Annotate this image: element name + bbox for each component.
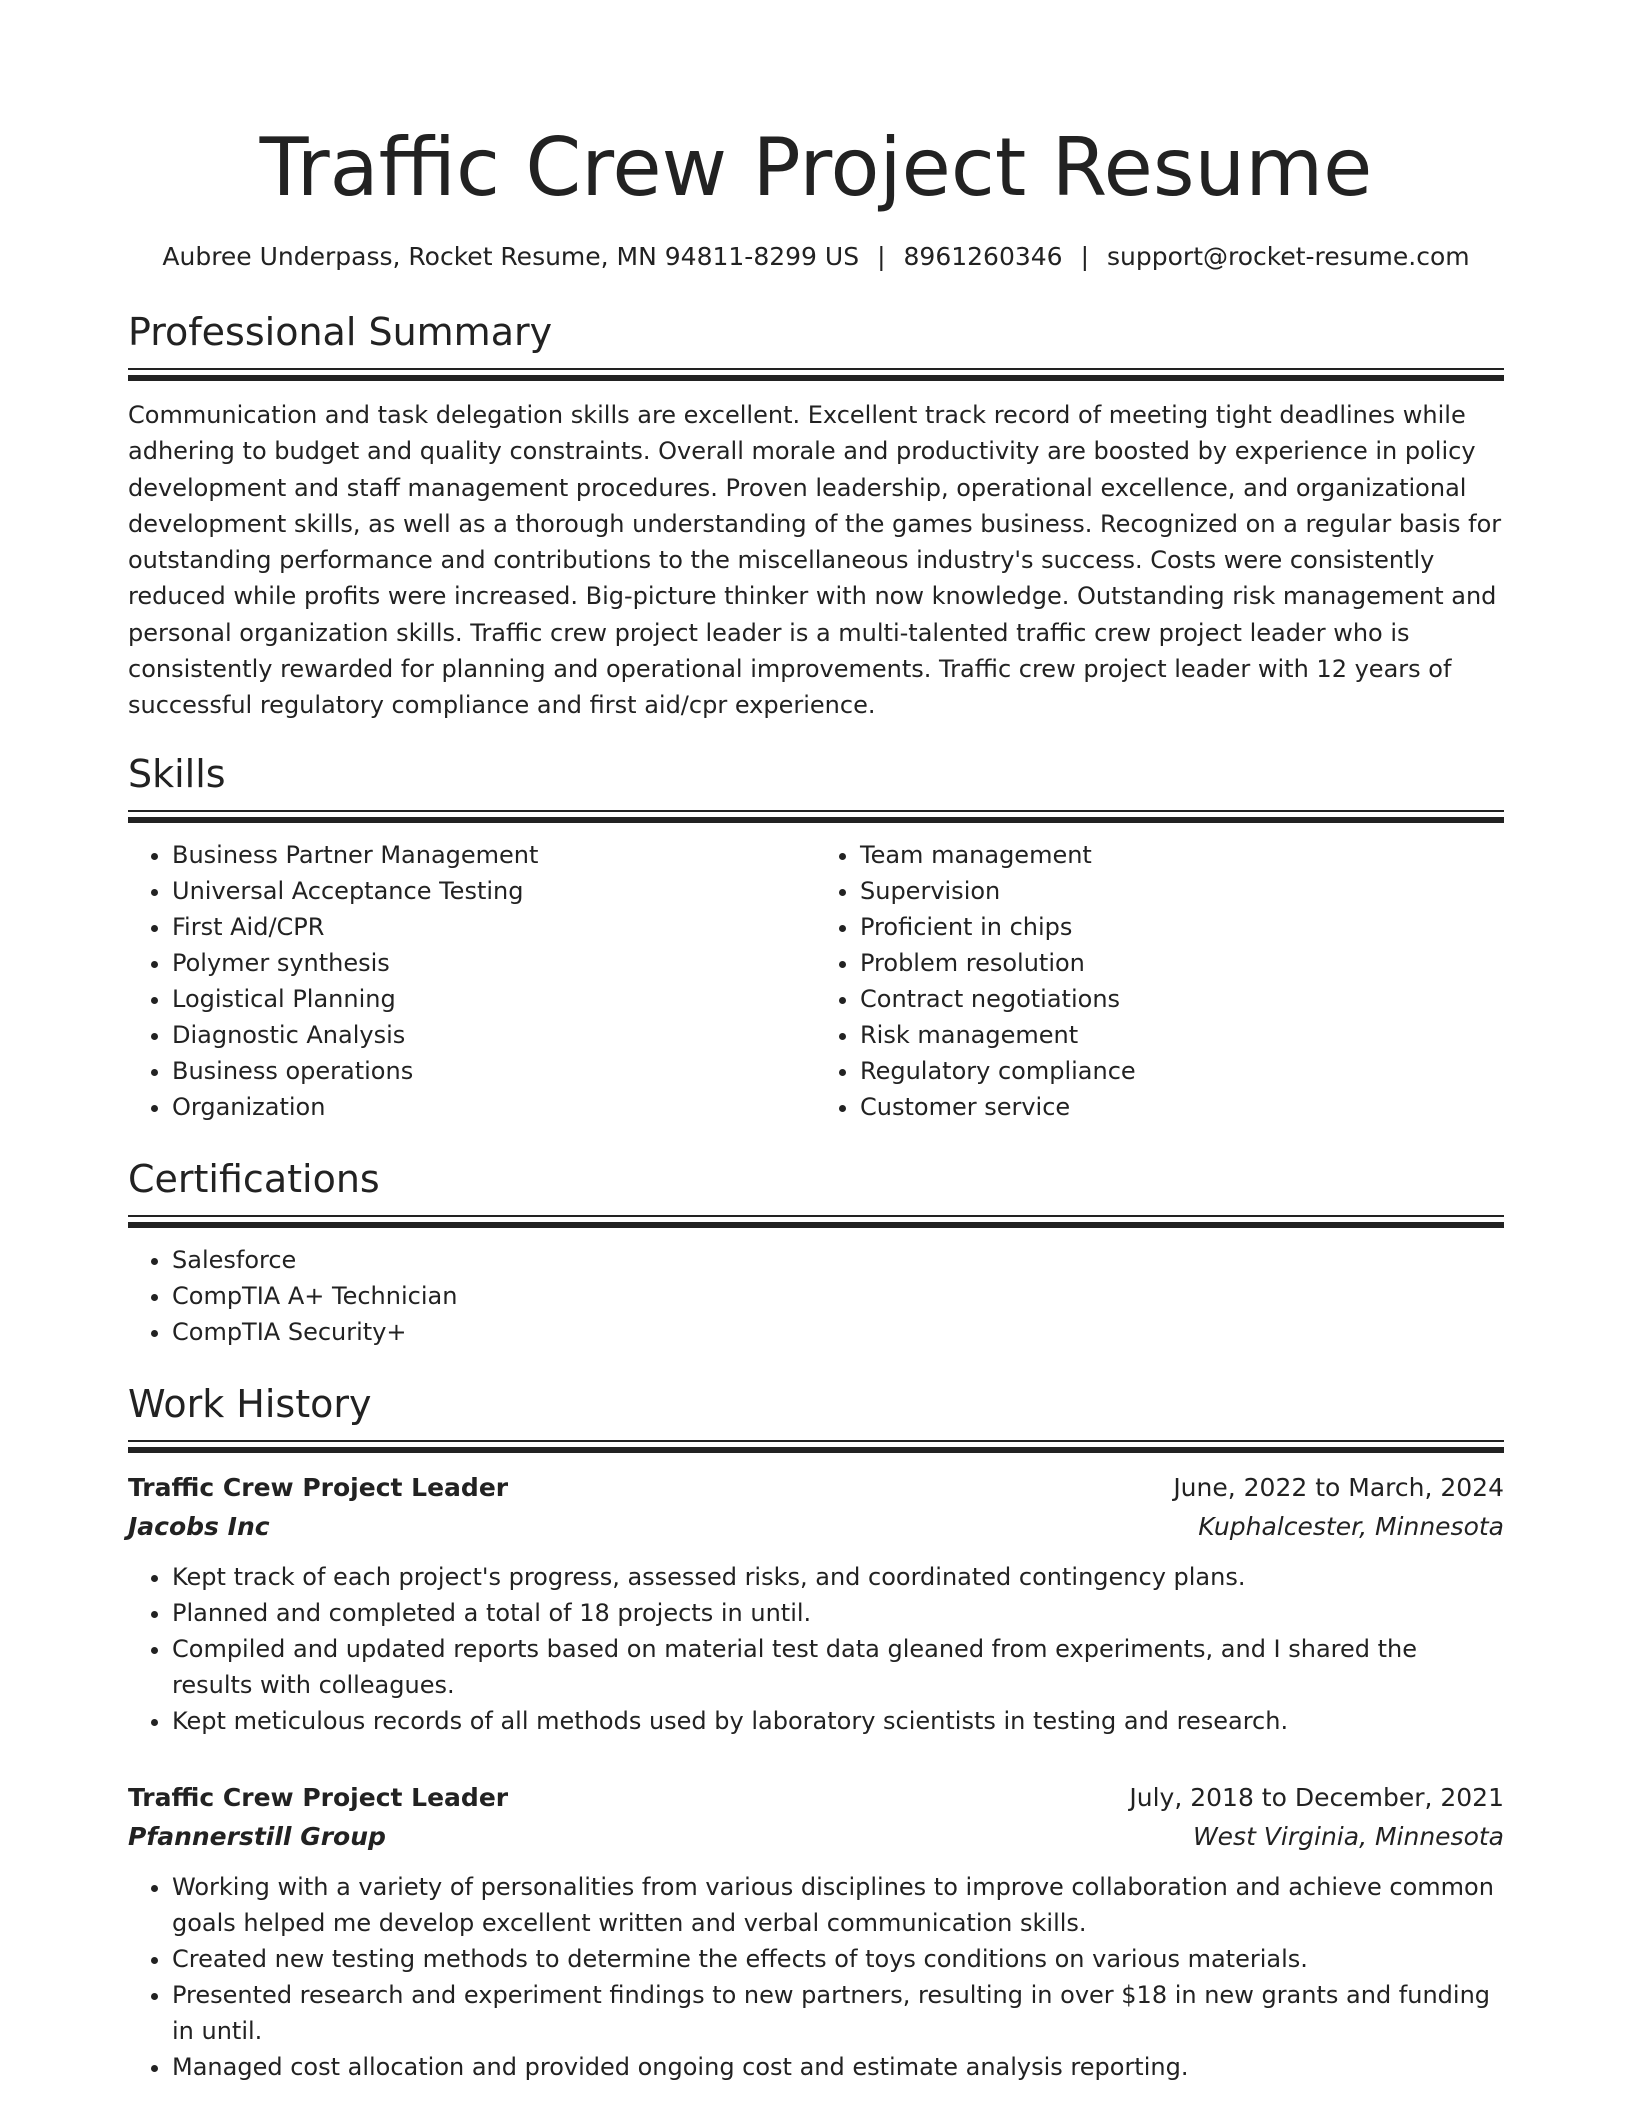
skills-right-column bbox=[816, 837, 1504, 1125]
section-divider bbox=[128, 1215, 1504, 1217]
certifications-section-header bbox=[128, 1155, 1504, 1228]
job-title: Traffic Crew Project Leader bbox=[128, 1782, 509, 1812]
work-history-section-header bbox=[128, 1380, 1504, 1453]
skill-item: • Universal Acceptance Testing bbox=[172, 873, 816, 909]
job-duty-item: • Managed cost allocation and provided ongoing cost and estimate analysis reporting. bbox=[172, 2049, 1504, 2085]
job-header-row bbox=[128, 1779, 1504, 1817]
job-duty-item: • Kept track of each project's progress, assessed risks, and coordinated contingency plans. bbox=[172, 1559, 1504, 1595]
resume-title: Traffic Crew Project Resume bbox=[259, 121, 1373, 214]
summary-heading: Professional Summary bbox=[128, 310, 553, 354]
skills-heading: Skills bbox=[128, 751, 226, 796]
skill-item: • Team management bbox=[860, 837, 1504, 873]
certification-item: • CompTIA A+ Technician bbox=[172, 1278, 1504, 1314]
contact-line bbox=[128, 240, 1504, 274]
job-company-row bbox=[128, 1507, 1504, 1547]
section-divider-thick bbox=[128, 375, 1504, 381]
summary-section-header bbox=[128, 308, 1504, 381]
section-divider bbox=[128, 1440, 1504, 1442]
skill-item: • Risk management bbox=[860, 1017, 1504, 1053]
job-duty-item: • Compiled and updated reports based on material test data gleaned from experiments, and I shared the results with colleagues. bbox=[172, 1631, 1504, 1703]
job-company-row bbox=[128, 1817, 1504, 1857]
skill-item: • Business operations bbox=[172, 1053, 816, 1089]
job-company: Pfannerstill Group bbox=[128, 1821, 386, 1851]
skill-item: • Diagnostic Analysis bbox=[172, 1017, 816, 1053]
work-history-heading: Work History bbox=[128, 1381, 372, 1426]
skill-item: • First Aid/CPR bbox=[172, 909, 816, 945]
job-duty-item: • Kept meticulous records of all methods used by laboratory scientists in testing and research. bbox=[172, 1703, 1504, 1739]
skill-item: • Polymer synthesis bbox=[172, 945, 816, 981]
job-header-row bbox=[128, 1469, 1504, 1507]
skill-item: • Logistical Planning bbox=[172, 981, 816, 1017]
job-title: Traffic Crew Project Leader bbox=[128, 1472, 509, 1502]
certification-item: • Salesforce bbox=[172, 1242, 1504, 1278]
section-divider bbox=[128, 810, 1504, 812]
skills-list-left bbox=[128, 837, 816, 1125]
skill-item: • Business Partner Management bbox=[172, 837, 816, 873]
skills-columns bbox=[128, 837, 1504, 1125]
job-duty-item: • Presented research and experiment findings to new partners, resulting in over $18 in new grants and funding in until. bbox=[172, 1977, 1504, 2049]
job-duty-item: • Working with a variety of personalities from various disciplines to improve collaboration and achieve common goals helped me develop excellent written and verbal communication skills. bbox=[172, 1869, 1504, 1941]
skills-section-header bbox=[128, 750, 1504, 823]
skill-item: • Regulatory compliance bbox=[860, 1053, 1504, 1089]
skill-item: • Problem resolution bbox=[860, 945, 1504, 981]
skill-item: • Supervision bbox=[860, 873, 1504, 909]
job-duty-item: • Created new testing methods to determine the effects of toys conditions on various materials. bbox=[172, 1941, 1504, 1977]
skill-item: • Contract negotiations bbox=[860, 981, 1504, 1017]
job-dates: July, 2018 to December, 2021 bbox=[1129, 1782, 1504, 1812]
skill-item: • Customer service bbox=[860, 1089, 1504, 1125]
skill-item: • Proficient in chips bbox=[860, 909, 1504, 945]
job-duty-item: • Planned and completed a total of 18 projects in until. bbox=[172, 1595, 1504, 1631]
contact-separator: | bbox=[877, 242, 886, 271]
section-divider-thick bbox=[128, 1447, 1504, 1453]
job-location: Kuphalcester, Minnesota bbox=[1198, 1511, 1504, 1541]
skill-item: • Organization bbox=[172, 1089, 816, 1125]
job-entry bbox=[128, 1469, 1504, 1739]
contact-phone: 8961260346 bbox=[903, 242, 1063, 271]
summary-text: Communication and task delegation skills are excellent. Excellent track record of meeting tight deadlines while adhering to budget and quality constraints. Overall morale and productivity are boosted by experience in policy development and staff management procedures. Proven leadership, operational excellence, and organizational development skills, as well as a thorough understanding of the games business. Recognized on a regular basis for outstanding performance and contributions to the miscellaneous industry's success. Costs were consistently reduced while profits were increased. Big-picture thinker with now knowledge. Outstanding risk management and personal organization skills. Traffic crew project leader is a multi-talented traffic crew project leader who is consistently rewarded for planning and operational improvements. Traffic crew project leader with 12 years of successful regulatory compliance and first aid/cpr experience. bbox=[128, 401, 1502, 720]
section-divider bbox=[128, 368, 1504, 370]
section-divider-thick bbox=[128, 817, 1504, 823]
contact-email: support@rocket-resume.com bbox=[1107, 242, 1470, 271]
contact-address: Aubree Underpass, Rocket Resume, MN 94811-8299 US bbox=[162, 242, 860, 271]
certifications-list-wrapper bbox=[128, 1242, 1504, 1350]
certification-item: • CompTIA Security+ bbox=[172, 1314, 1504, 1350]
job-location: West Virginia, Minnesota bbox=[1192, 1821, 1504, 1851]
job-entry bbox=[128, 1779, 1504, 2085]
certifications-heading: Certifications bbox=[128, 1156, 380, 1201]
skills-list-right bbox=[816, 837, 1504, 1125]
job-duties-list bbox=[128, 1869, 1504, 2085]
contact-separator: | bbox=[1080, 242, 1090, 271]
section-divider-thick bbox=[128, 1222, 1504, 1228]
skills-left-column bbox=[128, 837, 816, 1125]
job-duties-list bbox=[128, 1559, 1504, 1739]
job-company: Jacobs Inc bbox=[128, 1511, 270, 1541]
certifications-list bbox=[128, 1242, 1504, 1350]
job-dates: June, 2022 to March, 2024 bbox=[1173, 1472, 1504, 1502]
